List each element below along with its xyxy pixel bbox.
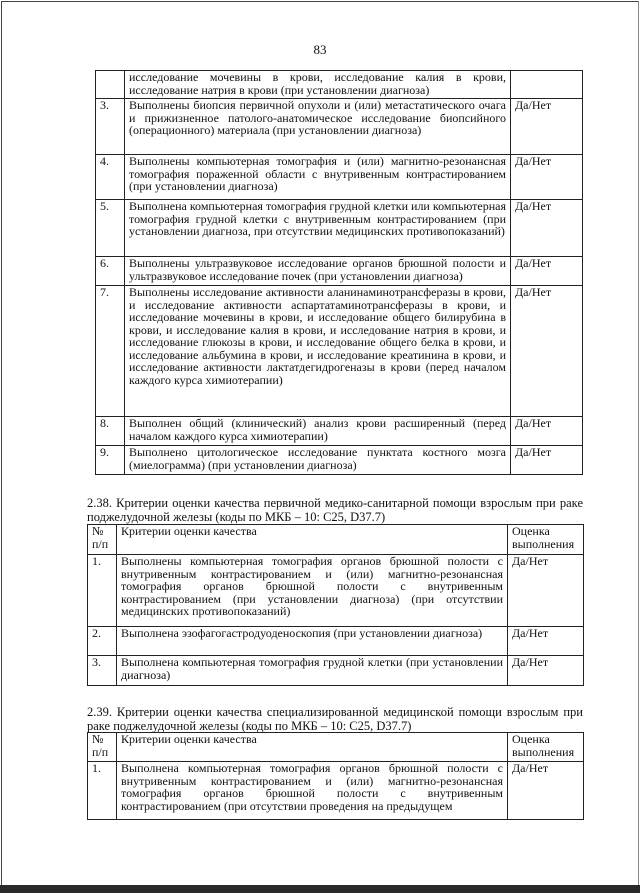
row-criteria: Выполнена компьютерная томография грудной клетки (при установлении диагноза)	[117, 656, 508, 686]
row-criteria: Выполнены биопсия первичной опухоли и (или) метастатического очага и прижизненное патолого-анатомическое исследование биопсийного (операционного) материала (при установлении диагноза)	[125, 99, 511, 155]
row-number: 4.	[96, 155, 125, 200]
criteria-table-2-39	[87, 732, 584, 820]
row-number: 1.	[88, 762, 117, 820]
table-row	[96, 200, 583, 257]
table-row	[96, 286, 583, 417]
row-value: Да/Нет	[511, 155, 583, 200]
row-criteria: Выполнена эзофагогастродуоденоскопия (при установлении диагноза)	[117, 627, 508, 656]
table-row	[96, 417, 583, 446]
row-value: Да/Нет	[508, 762, 584, 820]
section-title-2-38: 2.38. Критерии оценки качества первичной медико-санитарной помощи взрослым при раке поджелудочной железы (коды по МКБ – 10: C25, D37.7)	[87, 496, 583, 524]
row-criteria: Выполнены исследование активности аланинаминотрансферазы в крови, и исследование активности аспартатаминотрансферазы в крови, и исследование мочевины в крови, и исследование общего билирубина в крови, и исследование калия в крови, и исследование натрия в крови, и исследование глюкозы в крови, и исследование общего белка в крови, и исследование альбумина в крови, и исследование креатинина в крови, и исследование активности лактатдегидрогеназы в крови (перед началом каждого курса химиотерапии)	[125, 286, 511, 417]
section-title-2-39: 2.39. Критерии оценки качества специализированной медицинской помощи взрослым при раке поджелудочной железы (коды по МКБ – 10: C25, D37.7)	[87, 705, 583, 733]
header-criteria: Критерии оценки качества	[117, 733, 508, 762]
criteria-table-2-38	[87, 524, 584, 686]
row-number: 3.	[88, 656, 117, 686]
table-header-row	[88, 733, 584, 762]
row-criteria: Выполнены компьютерная томография и (или) магнитно-резонансная томография пораженной области с внутривенным контрастированием (при установлении диагноза)	[125, 155, 511, 200]
header-number: № п/п	[88, 733, 117, 762]
row-number: 1.	[88, 555, 117, 627]
row-value: Да/Нет	[511, 417, 583, 446]
table-row	[96, 257, 583, 286]
table-row	[96, 155, 583, 200]
row-value: Да/Нет	[511, 446, 583, 475]
row-value: Да/Нет	[511, 257, 583, 286]
row-number: 5.	[96, 200, 125, 257]
row-number: 6.	[96, 257, 125, 286]
table-row	[88, 627, 584, 656]
row-number: 3.	[96, 99, 125, 155]
table-row	[96, 71, 583, 99]
page-number: 83	[313, 42, 327, 57]
row-number	[96, 71, 125, 99]
table-header-row	[88, 525, 584, 555]
row-criteria: Выполнен общий (клинический) анализ крови расширенный (перед началом каждого курса химиотерапии)	[125, 417, 511, 446]
row-criteria: Выполнена компьютерная томография грудной клетки или компьютерная томография грудной клетки с внутривенным контрастированием (при установлении диагноза, при отсутствии медицинских противопоказаний)	[125, 200, 511, 257]
row-criteria: Выполнена компьютерная томография органов брюшной полости с внутривенным контрастированием и (или) магнитно-резонансная томография органов брюшной полости с внутривенным контрастированием (при отсутствии проведения на предыдущем	[117, 762, 508, 820]
row-number: 2.	[88, 627, 117, 656]
row-value: Да/Нет	[508, 627, 584, 656]
row-number: 9.	[96, 446, 125, 475]
row-number: 7.	[96, 286, 125, 417]
header-value: Оценка выполнения	[508, 525, 584, 555]
row-value: Да/Нет	[508, 656, 584, 686]
row-value: Да/Нет	[511, 200, 583, 257]
row-value: Да/Нет	[511, 99, 583, 155]
table-row	[96, 446, 583, 475]
row-value	[511, 71, 583, 99]
row-criteria: исследование мочевины в крови, исследование калия в крови, исследование натрия в крови (при установлении диагноза)	[125, 71, 511, 99]
table-row	[88, 656, 584, 686]
table-row	[88, 762, 584, 820]
header-criteria: Критерии оценки качества	[117, 525, 508, 555]
scan-bottom-edge	[0, 885, 640, 893]
row-value: Да/Нет	[508, 555, 584, 627]
criteria-table-continued	[95, 70, 583, 475]
row-criteria: Выполнено цитологическое исследование пунктата костного мозга (миелограмма) (при установлении диагноза)	[125, 446, 511, 475]
row-criteria: Выполнены ультразвуковое исследование органов брюшной полости и ультразвуковое исследование почек (при установлении диагноза)	[125, 257, 511, 286]
header-number: № п/п	[88, 525, 117, 555]
header-value: Оценка выполнения	[508, 733, 584, 762]
row-criteria: Выполнены компьютерная томография органов брюшной полости с внутривенным контрастированием и (или) магнитно-резонансная томография органов брюшной полости с внутривенным контрастированием (при установлении диагноза) (при отсутствии медицинских противопоказаний)	[117, 555, 508, 627]
table-row	[96, 99, 583, 155]
row-value: Да/Нет	[511, 286, 583, 417]
table-row	[88, 555, 584, 627]
row-number: 8.	[96, 417, 125, 446]
